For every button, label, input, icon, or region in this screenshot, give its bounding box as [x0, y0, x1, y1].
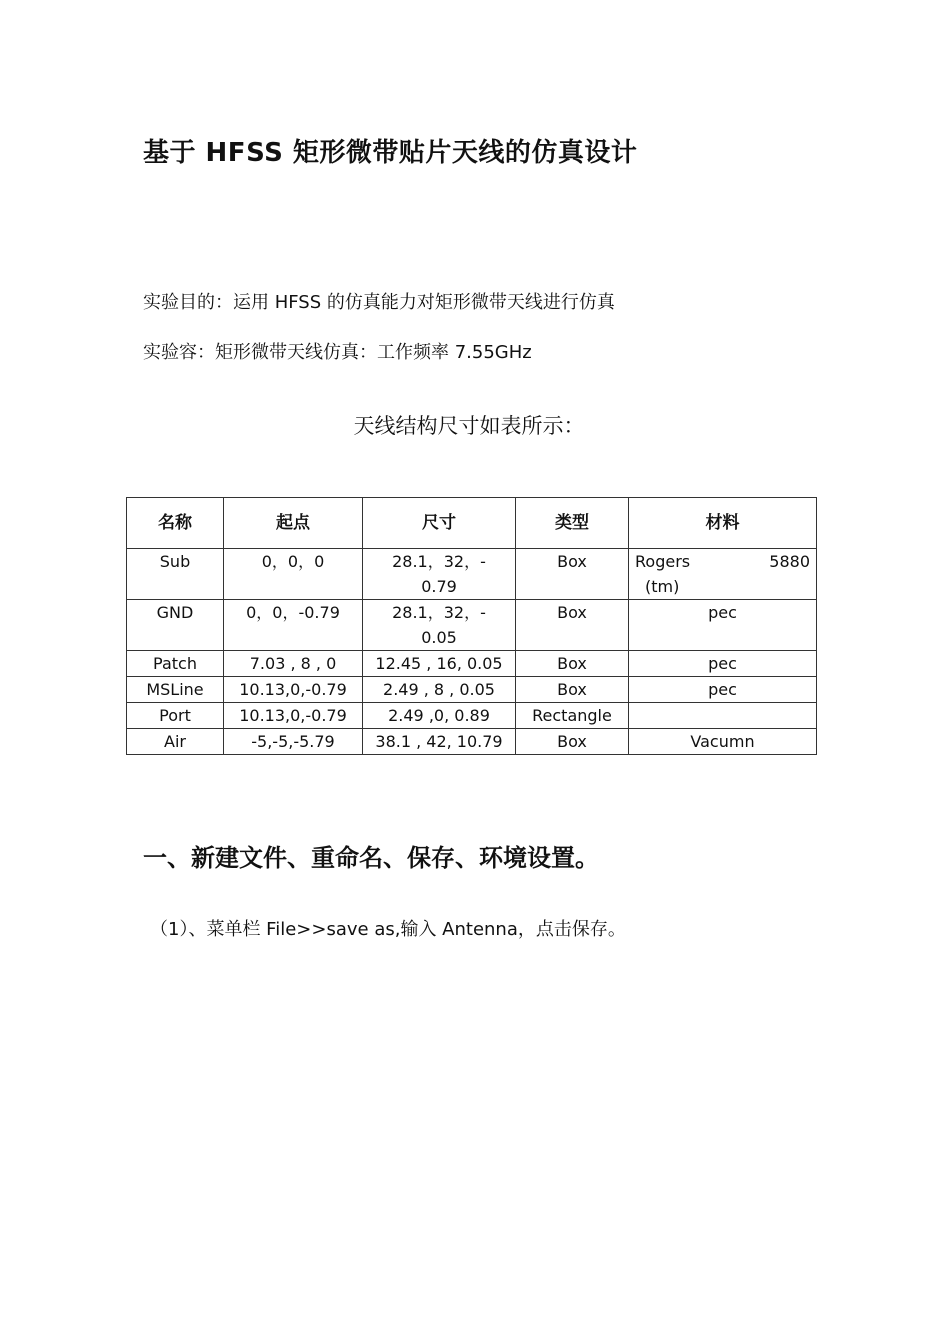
cell-material	[629, 703, 817, 729]
cell-size-line1: 28.1，32，-	[392, 603, 486, 622]
document-title: 基于 HFSS 矩形微带贴片天线的仿真设计	[143, 138, 638, 168]
table-row	[127, 600, 817, 651]
cell-start: -5,-5,-5.79	[224, 729, 363, 755]
material-part-b: 5880	[769, 552, 810, 571]
cell-type: Box	[516, 729, 629, 755]
cell-size	[363, 600, 516, 651]
header-material: 材料	[629, 498, 817, 549]
cell-name: GND	[127, 600, 224, 651]
cell-size-line2: 0.05	[421, 628, 457, 647]
cell-type: Box	[516, 677, 629, 703]
cell-size: 38.1 , 42, 10.79	[363, 729, 516, 755]
cell-size: 2.49 , 8 , 0.05	[363, 677, 516, 703]
cell-type: Box	[516, 600, 629, 651]
experiment-purpose: 实验目的：运用 HFSS 的仿真能力对矩形微带天线进行仿真	[143, 292, 615, 313]
table-row	[127, 651, 817, 677]
step-instruction: （1）、菜单栏 File>>save as,输入 Antenna，点击保存。	[150, 919, 626, 940]
cell-name: Air	[127, 729, 224, 755]
header-type: 类型	[516, 498, 629, 549]
cell-material: Vacumn	[629, 729, 817, 755]
cell-type: Rectangle	[516, 703, 629, 729]
experiment-content: 实验容：矩形微带天线仿真：工作频率 7.55GHz	[143, 342, 532, 363]
table-row	[127, 549, 817, 600]
cell-size: 12.45 , 16, 0.05	[363, 651, 516, 677]
cell-start: 7.03 , 8 , 0	[224, 651, 363, 677]
header-start: 起点	[224, 498, 363, 549]
cell-material: pec	[629, 600, 817, 651]
cell-type: Box	[516, 651, 629, 677]
cell-material	[629, 549, 817, 600]
cell-name: Port	[127, 703, 224, 729]
material-part-a: Rogers	[635, 552, 691, 571]
header-size: 尺寸	[363, 498, 516, 549]
cell-name: Sub	[127, 549, 224, 600]
cell-start: 0，0，0	[224, 549, 363, 600]
header-name: 名称	[127, 498, 224, 549]
cell-start: 10.13,0,-0.79	[224, 677, 363, 703]
dimension-table	[126, 497, 817, 755]
cell-size	[363, 549, 516, 600]
cell-size-line2: 0.79	[421, 577, 457, 596]
cell-start: 0，0，-0.79	[224, 600, 363, 651]
table-row	[127, 729, 817, 755]
cell-size-line1: 28.1，32，-	[392, 552, 486, 571]
cell-size: 2.49 ,0, 0.89	[363, 703, 516, 729]
cell-material: pec	[629, 677, 817, 703]
cell-start: 10.13,0,-0.79	[224, 703, 363, 729]
section-heading: 一、新建文件、重命名、保存、环境设置。	[143, 844, 599, 872]
table-header-row	[127, 498, 817, 549]
table-row	[127, 677, 817, 703]
table-row	[127, 703, 817, 729]
cell-name: MSLine	[127, 677, 224, 703]
cell-name: Patch	[127, 651, 224, 677]
table-caption: 天线结构尺寸如表所示：	[353, 414, 585, 438]
cell-type: Box	[516, 549, 629, 600]
cell-material: pec	[629, 651, 817, 677]
material-part-c: (tm)	[645, 577, 680, 596]
